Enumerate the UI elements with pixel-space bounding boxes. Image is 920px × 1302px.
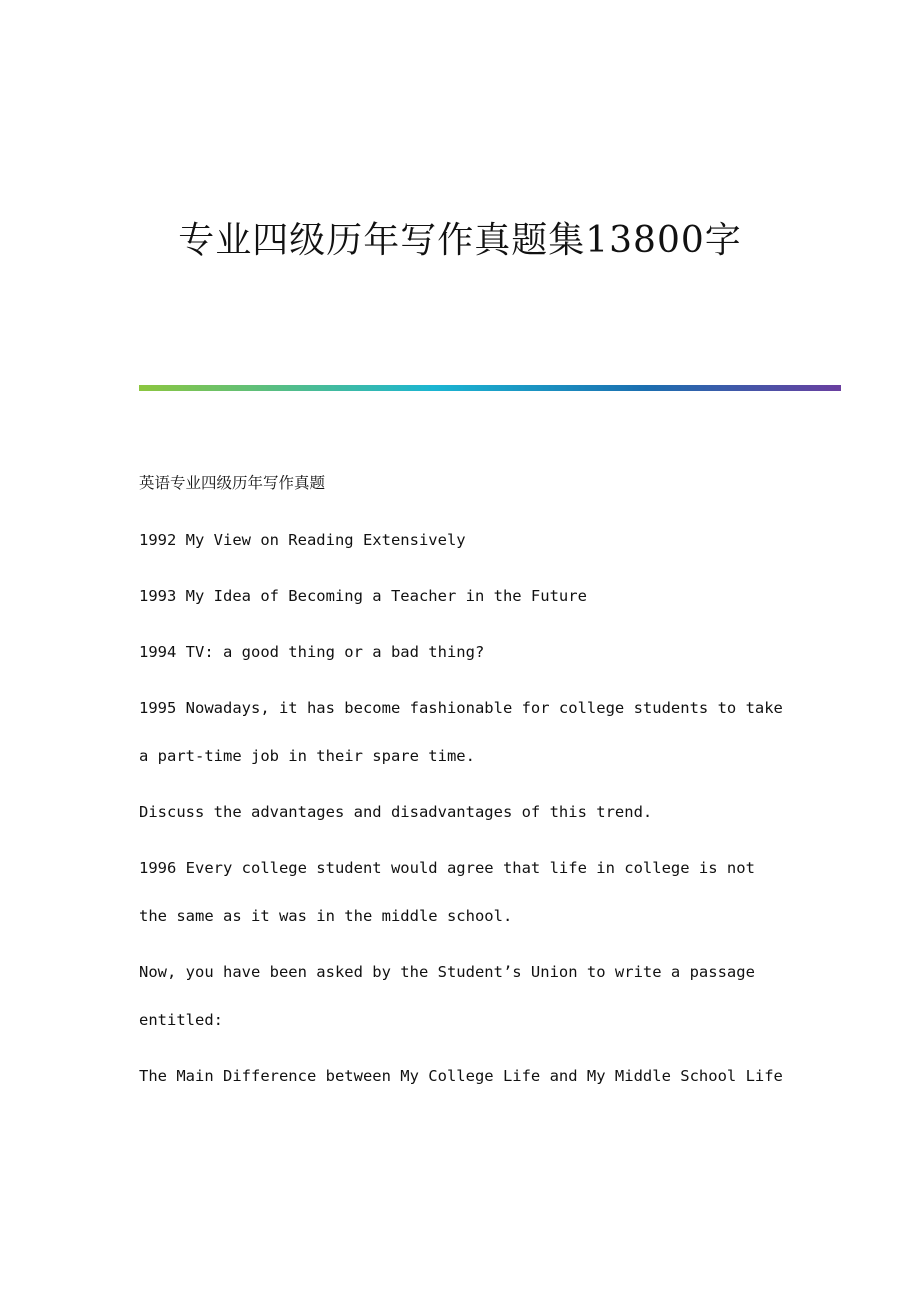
topic-1994: 1994 TV: a good thing or a bad thing? bbox=[139, 643, 485, 661]
topic-1996-instruction-line-2: entitled: bbox=[139, 1011, 223, 1029]
topic-1996-essay-title: The Main Difference between My College Life and My Middle School Life bbox=[139, 1067, 783, 1085]
title-divider bbox=[139, 385, 841, 391]
topic-1995-line-1: 1995 Nowadays, it has become fashionable for college students to take bbox=[139, 699, 783, 717]
topic-1992: 1992 My View on Reading Extensively bbox=[139, 531, 466, 549]
topic-1996-instruction-line-1: Now, you have been asked by the Student’s Union to write a passage bbox=[139, 963, 755, 981]
page-title: 专业四级历年写作真题集13800字 bbox=[178, 220, 742, 261]
topic-1995-instruction: Discuss the advantages and disadvantages of this trend. bbox=[139, 803, 653, 821]
title-divider-bar bbox=[139, 385, 841, 391]
topic-1993: 1993 My Idea of Becoming a Teacher in the Future bbox=[139, 587, 587, 605]
topic-1996-line-1: 1996 Every college student would agree that life in college is not bbox=[139, 859, 755, 877]
section-heading: 英语专业四级历年写作真题 bbox=[139, 474, 326, 492]
topic-1995-line-2: a part-time job in their spare time. bbox=[139, 747, 475, 765]
topic-1996-line-2: the same as it was in the middle school. bbox=[139, 907, 513, 925]
